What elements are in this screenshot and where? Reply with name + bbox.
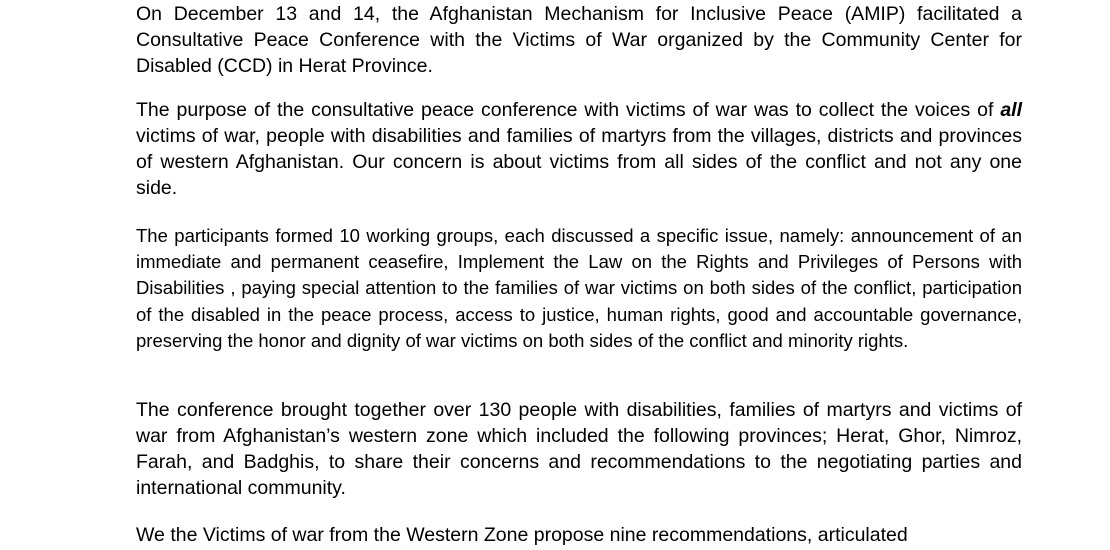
paragraph-purpose-emphasis: all <box>1000 99 1022 121</box>
paragraph-recommendations: We the Victims of war from the Western Zone propose nine recommendations, articulated <box>136 524 908 546</box>
paragraph-intro: On December 13 and 14, the Afghanistan Mechanism for Inclusive Peace (AMIP) facilitated a Consultative Peace Conference with the Victims of War organized by the Community Center for Disabled (CCD) in Herat Province. <box>136 3 1022 77</box>
paragraph-working-groups: The participants formed 10 working groups, each discussed a specific issue, namely: announcement of an immediate and permanent ceasefire, Implement the Law on the Rights and Privileges of Persons with Disabilities , paying special attention to the families of war victims on both sides of the conflict, participation of the disabled in the peace process, access to justice, human rights, good and accountable governance, preserving the honor and dignity of war victims on both sides of the conflict and minority rights. <box>136 225 1022 351</box>
paragraph-purpose-text-after: victims of war, people with disabilities and families of martyrs from the villages, districts and provinces of western Afghanistan. Our concern is about victims from all sides of the conflict and not any one side. <box>136 125 1022 199</box>
paragraph-conference-participants: The conference brought together over 130 people with disabilities, families of martyrs and victims of war from Afghanistan’s western zone which included the following provinces; Herat, Ghor, Nimroz, Farah, and Badghis, to share their concerns and recommendations to the negotiating parties and international community. <box>136 399 1022 499</box>
paragraph-purpose <box>136 97 1022 201</box>
paragraph-purpose-text-before: The purpose of the consultative peace conference with victims of war was to collect the voices of <box>136 99 1001 121</box>
